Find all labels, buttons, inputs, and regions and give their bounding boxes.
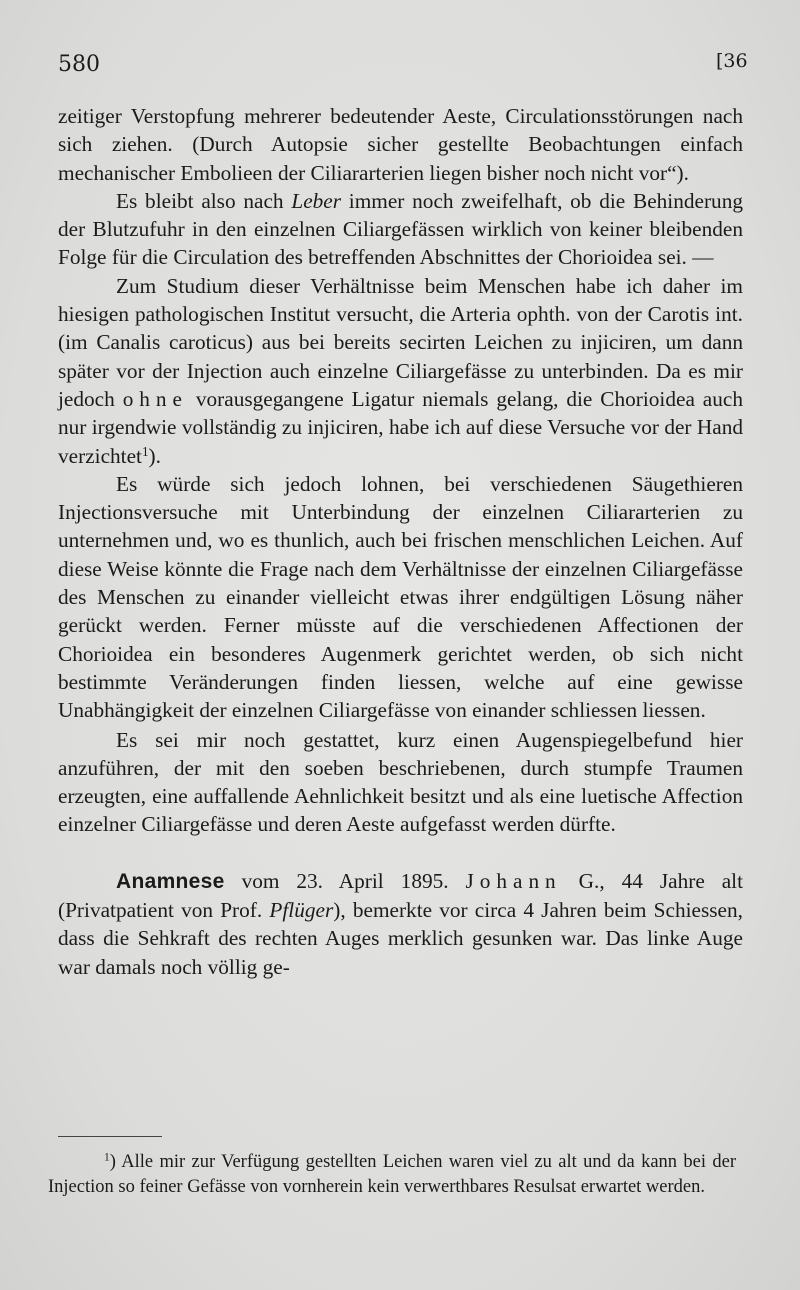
paragraph-4: Es würde sich jedoch lohnen, bei verschiedenen Säugethieren Injectionsversuche mit Unterbindung der einzelnen Ciliararterien zu unternehmen und, wo es thunlich, auch bei frischen menschlichen Leichen. Auf diese Weise könnte die Frage nach dem Verhältnisse der einzelnen Ciliargefässe des Menschen zu einander vielleicht etwas ihrer endgültigen Lösung näher gerückt werden. Ferner müsste auf die verschiedenen Affectionen der Chorioidea ein besonderes Augenmerk gerichtet werden, ob sich nicht bestimmte Veränderungen finden liessen, welche auf eine gewisse Unabhängigkeit der einzelnen Ciliargefässe von einander schliessen liessen. [58, 471, 743, 723]
paragraph-1: zeitiger Verstopfung mehrerer bedeutender Aeste, Circulationsstörungen nach sich ziehen. (Durch Autopsie sicher gestellte Beobachtungen einfach mechanischer Embolieen der Ciliararterien liegen bisher noch nicht vor“). [58, 104, 743, 185]
anamnese-text-a: vom 23. April 1895. [224, 868, 466, 893]
footnote-paragraph [48, 1150, 736, 1200]
spaced-emphasis-ohne: ohne [122, 386, 188, 411]
paragraph-5: Es sei mir noch gestattet, kurz einen Augenspiegelbefund hier anzuführen, der mit den soeben beschriebenen, durch stumpfe Traumen erzeugten, eine auffallende Aehnlichkeit besitzt und als eine luetische Affection einzelner Ciliargefässe und deren Aeste aufgefasst werden dürfte. [58, 727, 743, 837]
footnote-divider [58, 1136, 162, 1137]
paragraph-2 [58, 187, 743, 272]
anamnese-heading: Anamnese [116, 869, 225, 893]
paragraph-3-text-b: vorausgegangene Ligatur niemals gelang, die Chorioidea auch nur irgendwie vollständig zu injiciren, habe ich auf diese Versuche vor der Hand verzichtet [58, 386, 744, 468]
author-name-leber: Leber [291, 188, 342, 213]
bracketed-page-reference: [36 [716, 50, 748, 72]
paragraph-3-text-a: Zum Studium dieser Verhältnisse beim Menschen habe ich daher im hiesigen pathologischen Institut versucht, die Arteria ophth. von der Carotis int. (im Canalis caroticus) aus bei bereits secirten Leichen zu injiciren, um dann später vor der Injection auch einzelne Ciliargefässe zu unterbinden. Da es mir jedoch [58, 273, 743, 411]
paragraph-2-text-a: Es bleibt also nach [116, 188, 292, 213]
paragraph-2-text-b: immer noch zweifelhaft, ob die Behinderung der Blutzufuhr in den einzelnen Ciliargefässen wirklich von keiner bleibenden Folge für die Circulation des betreffenden Abschnittes der Chorioidea sei. — [58, 188, 743, 270]
paragraph-3 [58, 272, 743, 470]
body-text [58, 102, 743, 981]
footnote [48, 1150, 736, 1200]
paragraph-3-text-c: ). [148, 443, 161, 468]
page-number: 580 [58, 52, 100, 77]
footnote-reference: 1 [141, 443, 149, 459]
footnote-text: ) Alle mir zur Verfügung gestellten Leichen waren viel zu alt und da kann bei der Injection so feiner Gefässe von vornherein kein verwerthbares Resulsat erwartet werden. [48, 1152, 736, 1197]
anamnese-text-b: G., 44 Jahre alt (Privatpatient von Prof. [58, 868, 744, 923]
footnote-mark: 1 [104, 1151, 110, 1164]
spaced-name-johann: Johann [465, 868, 562, 893]
anamnese-text-c: ), bemerkte vor circa 4 Jahren beim Schiessen, dass die Sehkraft des rechten Auges merklich gesunken war. Das linke Auge war damals noch völlig ge- [58, 898, 743, 979]
author-name-pflueger: Pflüger [269, 898, 334, 923]
paragraph-anamnese [58, 867, 743, 981]
